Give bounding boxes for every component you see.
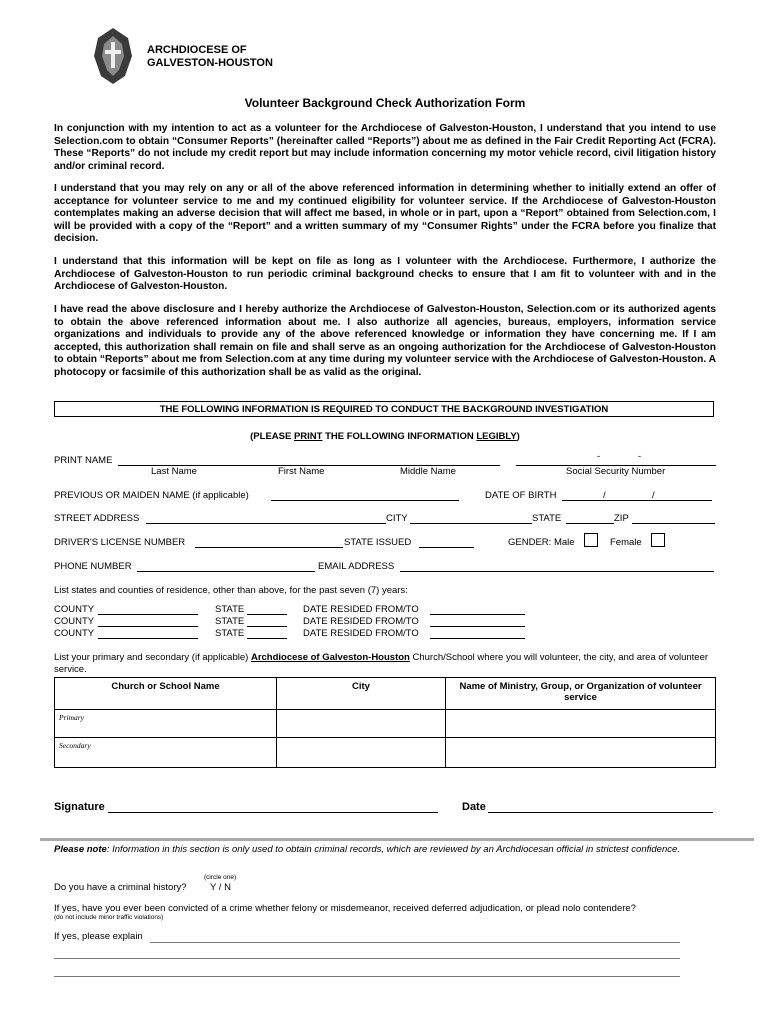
county-label: COUNTY — [54, 604, 95, 615]
phone-label: PHONE NUMBER — [54, 561, 132, 572]
criminal-question: Do you have a criminal history? — [54, 882, 187, 893]
explain-line-3[interactable] — [54, 975, 680, 977]
previous-name-label: PREVIOUS OR MAIDEN NAME (if applicable) — [54, 490, 249, 501]
primary-label: Primary — [59, 713, 84, 722]
paragraph-3: I understand that this information will be kept on file as long as I volunteer with the Archdiocese. Furthermore, I authorize the Archdiocese of Galveston-Houston to run periodic criminal background checks to ensure that I am fit to volunteer with and in the Archdiocese of Galveston-Houston. — [54, 256, 716, 293]
state-issued-label: STATE ISSUED — [344, 537, 412, 548]
date-field[interactable] — [488, 800, 713, 813]
signature-label: Signature — [54, 801, 105, 813]
license-label: DRIVER'S LICENSE NUMBER — [54, 537, 186, 548]
middle-name-caption: Middle Name — [400, 466, 456, 477]
ssn-caption: Social Security Number — [566, 466, 666, 477]
secondary-label: Secondary — [59, 741, 91, 750]
phone-field[interactable] — [137, 560, 315, 572]
county-label: COUNTY — [54, 628, 95, 639]
print-legibly-note: (PLEASE PRINT THE FOLLOWING INFORMATION LEGIBLY) — [250, 431, 520, 442]
zip-field[interactable] — [632, 512, 715, 524]
zip-label: ZIP — [614, 513, 629, 524]
yes-no-options[interactable]: Y / N — [210, 882, 231, 893]
explain-line-1[interactable] — [150, 941, 680, 943]
state-field[interactable] — [566, 512, 614, 524]
organization-name — [147, 44, 273, 70]
print-name-field[interactable] — [118, 454, 500, 466]
email-label: EMAIL ADDRESS — [318, 561, 395, 572]
paragraph-4: I have read the above disclosure and I hereby authorize the Archdiocese of Galveston-Houston, Selection.com or its authorized agents to obtain the above referenced information about me. I also authorize all agencies, bureaus, employers, information service organizations and individuals to provide any of the above referenced knowledge or information they have concerning me. If I am accepted, this authorization shall remain on file and shall serve as an ongoing authorization for the Archdiocese of Galveston-Houston to obtain “Reports” about me from Selection.com at any time during my volunteer service with the Archdiocese of Galveston-Houston. A photocopy or facsimile of this authorization shall be as valid as the original. — [54, 304, 716, 378]
date-resided-label: DATE RESIDED FROM/TO — [303, 604, 419, 615]
ssn-dash-2: - — [638, 451, 642, 462]
street-field[interactable] — [146, 512, 386, 524]
circle-one-hint: (circle one) — [204, 874, 237, 881]
residence-intro: List states and counties of residence, other than above, for the past seven (7) years: — [54, 585, 408, 596]
secondary-church-cell[interactable] — [55, 738, 277, 768]
dob-sep-1: / — [603, 490, 606, 501]
primary-ministry-cell[interactable] — [446, 710, 716, 738]
female-label: Female — [610, 537, 642, 548]
church-intro: List your primary and secondary (if applicable) Archdiocese of Galveston-Houston Church/School where you will volunteer, the city, and area of volunteer service. — [54, 652, 709, 675]
explain-line-2[interactable] — [54, 957, 680, 959]
dob-label: DATE OF BIRTH — [485, 490, 557, 501]
state-label: STATE — [215, 604, 245, 615]
county-field[interactable] — [98, 615, 198, 627]
street-label: STREET ADDRESS — [54, 513, 140, 524]
archdiocese-crest-icon — [92, 26, 134, 86]
criminal-note: Please note: Information in this section is only used to obtain criminal records, which are reviewed by an Archdiocesan official in strictest confidence. — [54, 844, 680, 855]
county-label: COUNTY — [54, 616, 95, 627]
signature-field[interactable] — [108, 800, 438, 813]
state-issued-field[interactable] — [419, 536, 474, 548]
previous-name-field[interactable] — [271, 489, 459, 501]
explain-label: If yes, please explain — [54, 931, 143, 942]
dob-sep-2: / — [652, 490, 655, 501]
org-line-1: ARCHDIOCESE OF — [147, 44, 247, 56]
required-info-box: THE FOLLOWING INFORMATION IS REQUIRED TO CONDUCT THE BACKGROUND INVESTIGATION — [54, 401, 714, 417]
date-resided-field[interactable] — [430, 615, 525, 627]
primary-church-cell[interactable] — [55, 710, 277, 738]
traffic-hint: (do not include minor traffic violations) — [54, 914, 164, 921]
state-field[interactable] — [247, 627, 287, 639]
conviction-question: If yes, have you ever been convicted of a crime whether felony or misdemeanor, received deferred adjudication, or plead nolo contendere? — [54, 903, 636, 914]
ssn-dash-1: - — [597, 451, 601, 462]
primary-city-cell[interactable] — [277, 710, 446, 738]
secondary-ministry-cell[interactable] — [446, 738, 716, 768]
date-resided-label: DATE RESIDED FROM/TO — [303, 628, 419, 639]
state-label: STATE — [532, 513, 562, 524]
church-table — [54, 677, 716, 768]
date-resided-field[interactable] — [430, 627, 525, 639]
county-field[interactable] — [98, 627, 198, 639]
female-checkbox[interactable] — [651, 533, 665, 547]
section-divider — [40, 838, 754, 841]
license-field[interactable] — [195, 536, 343, 548]
paragraph-2: I understand that you may rely on any or all of the above referenced information in determining whether to initially extend an offer of acceptance for volunteer service to me and my continued eligibility for volunteer service. If the Archdiocese of Galveston-Houston contemplates making an adverse decision that will affect me based, in whole or in part, upon a “Report” obtained from Selection.com, I will be provided with a copy of the “Report” and a written summary of my “Consumer Rights” under the FCRA before you finalize that decision. — [54, 183, 716, 245]
dob-field[interactable] — [562, 489, 712, 501]
table-row — [55, 710, 716, 738]
col-city: City — [277, 678, 446, 710]
first-name-caption: First Name — [278, 466, 325, 477]
male-checkbox[interactable] — [584, 533, 598, 547]
form-title: Volunteer Background Check Authorization Form — [244, 96, 526, 110]
state-field[interactable] — [247, 615, 287, 627]
print-name-label: PRINT NAME — [54, 455, 113, 466]
col-church-name: Church or School Name — [55, 678, 277, 710]
date-label: Date — [462, 801, 486, 813]
col-ministry: Name of Ministry, Group, or Organization of volunteer service — [446, 678, 716, 710]
state-field[interactable] — [247, 603, 287, 615]
org-line-2: GALVESTON-HOUSTON — [147, 57, 273, 69]
city-field[interactable] — [410, 512, 532, 524]
last-name-caption: Last Name — [151, 466, 197, 477]
date-resided-label: DATE RESIDED FROM/TO — [303, 616, 419, 627]
secondary-city-cell[interactable] — [277, 738, 446, 768]
ssn-field[interactable] — [516, 454, 716, 466]
email-field[interactable] — [400, 560, 714, 572]
city-label: CITY — [386, 513, 408, 524]
state-label: STATE — [215, 628, 245, 639]
date-resided-field[interactable] — [430, 603, 525, 615]
county-field[interactable] — [98, 603, 198, 615]
paragraph-1: In conjunction with my intention to act as a volunteer for the Archdiocese of Galveston-Houston, I understand that you intend to use Selection.com to obtain “Consumer Reports” (hereinafter called “Reports”) about me as defined in the Fair Credit Reporting Act (FCRA). These “Reports” do not include my credit report but may include information concerning my motor vehicle record, civil litigation history and/or criminal record. — [54, 123, 716, 172]
table-row — [55, 738, 716, 768]
state-label: STATE — [215, 616, 245, 627]
gender-label: GENDER: Male — [508, 537, 575, 548]
